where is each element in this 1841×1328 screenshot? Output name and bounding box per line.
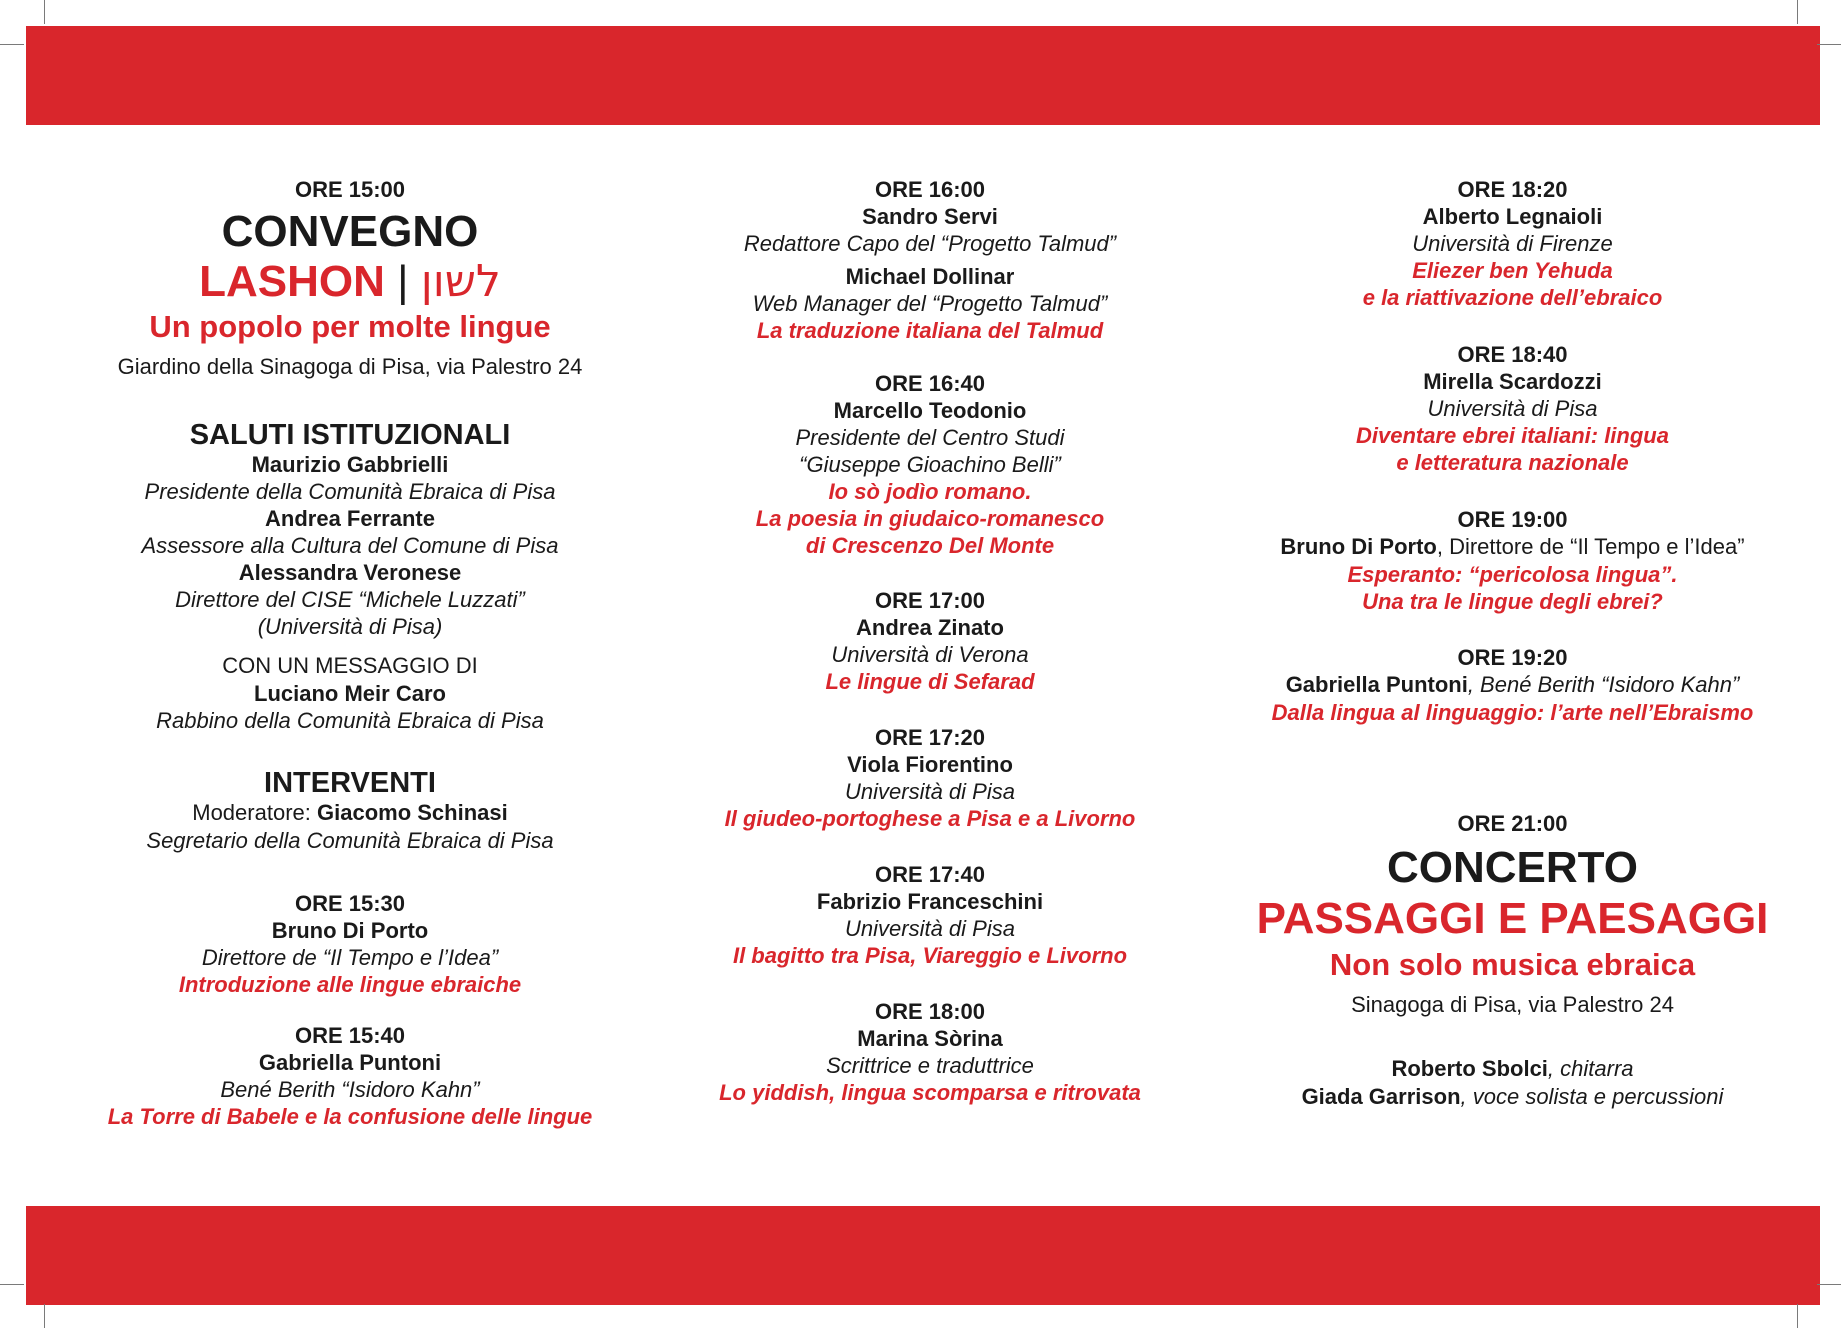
concert-title: PASSAGGI E PAESAGGI: [1256, 894, 1769, 943]
concert-block: [1225, 810, 1800, 1111]
talk-speaker: Gabriella Puntoni: [258, 1050, 442, 1075]
talk-title: Lo yiddish, lingua scomparsa e ritrovata: [719, 1080, 1141, 1105]
crop-mark: [1797, 1304, 1798, 1328]
talk-time: ORE 19:20: [1457, 645, 1568, 670]
talk-speaker: Viola Fiorentino: [847, 752, 1013, 777]
talk-affiliation: Direttore de “Il Tempo e l’Idea”: [201, 945, 499, 970]
moderator-name: Giacomo Schinasi: [317, 800, 508, 825]
talk-title: Esperanto: “pericolosa lingua”.: [1347, 562, 1678, 587]
moderator-label: Moderatore:: [192, 800, 311, 825]
talk-time: ORE 18:00: [874, 999, 986, 1024]
talk-speaker: Sandro Servi: [862, 204, 998, 229]
talk-affiliation: Redattore Capo del “Progetto Talmud”: [743, 231, 1117, 256]
talk-title: Dalla lingua al linguaggio: l’arte nell’Ebraismo: [1271, 700, 1754, 725]
talk-speaker: Andrea Zinato: [856, 615, 1004, 640]
performer-role: , voce solista e percussioni: [1460, 1084, 1724, 1109]
performer-role: , chitarra: [1547, 1056, 1634, 1081]
talk-speaker-line: [1225, 533, 1800, 561]
performer-name: Giada Garrison: [1301, 1084, 1461, 1109]
talk-title: di Crescenzo Del Monte: [805, 533, 1055, 558]
talk-block: [1225, 506, 1800, 615]
talk-time: ORE 17:40: [874, 862, 986, 887]
concert-heading: CONCERTO: [1387, 843, 1638, 892]
talk-affiliation: “Giuseppe Gioachino Belli”: [799, 452, 1061, 477]
saluti-role: Assessore alla Cultura del Comune di Pisa: [141, 533, 559, 558]
convegno-heading: CONVEGNO: [221, 207, 479, 256]
talk-title: Le lingue di Sefarad: [825, 669, 1035, 694]
talk-title: e letteratura nazionale: [1396, 450, 1629, 475]
talk-block: [70, 890, 630, 998]
talk-speaker: Marcello Teodonio: [833, 398, 1027, 423]
talk-affiliation: Università di Firenze: [1412, 231, 1613, 256]
performer-line: [1225, 1055, 1800, 1083]
saluti-name: Maurizio Gabbrielli: [251, 452, 449, 477]
saluti-heading: SALUTI ISTITUZIONALI: [189, 419, 511, 451]
talk-time: ORE 16:40: [874, 371, 986, 396]
saluti-role: Presidente della Comunità Ebraica di Pisa: [144, 479, 556, 504]
talk-time: ORE 17:20: [874, 725, 986, 750]
message-role: Rabbino della Comunità Ebraica di Pisa: [156, 708, 544, 733]
talk-speaker: Alberto Legnaioli: [1422, 204, 1603, 229]
talk-title: Introduzione alle lingue ebraiche: [178, 972, 522, 997]
talk-speaker: Bruno Di Porto: [1280, 534, 1437, 559]
talk-time: ORE 15:30: [294, 891, 406, 916]
talk-affiliation: Università di Pisa: [845, 916, 1015, 941]
talk-block: [660, 587, 1200, 695]
concert-time: ORE 21:00: [1457, 811, 1568, 836]
performer-line: [1225, 1083, 1800, 1111]
talk-affiliation: , Bené Berith “Isidoro Kahn”: [1467, 672, 1740, 697]
talk-title: La poesia in giudaico-romanesco: [755, 506, 1105, 531]
talk-affiliation: Università di Verona: [831, 642, 1029, 667]
lashon-hebrew: לשון: [420, 256, 501, 307]
crop-mark: [0, 1284, 24, 1285]
talk-affiliation: Università di Pisa: [1427, 396, 1598, 421]
convegno-tagline: Un popolo per molte lingue: [149, 309, 551, 344]
convegno-time: ORE 15:00: [294, 177, 406, 202]
concert-subtitle: Non solo musica ebraica: [1329, 947, 1696, 982]
talk-block: [660, 861, 1200, 969]
talk-block: [660, 724, 1200, 832]
talk-speaker: Marina Sòrina: [857, 1026, 1003, 1051]
talk-title: La traduzione italiana del Talmud: [756, 318, 1104, 343]
talk-block: [70, 1022, 630, 1130]
top-red-band: [26, 26, 1820, 125]
column-left: [70, 176, 630, 1130]
saluti-role: Direttore del CISE “Michele Luzzati”: [175, 587, 525, 612]
message-intro: CON UN MESSAGGIO DI: [222, 653, 478, 678]
crop-mark: [1817, 44, 1841, 45]
talk-speaker: Gabriella Puntoni: [1285, 672, 1468, 697]
saluti-name: Andrea Ferrante: [265, 506, 435, 531]
talk-title: La Torre di Babele e la confusione delle lingue: [107, 1104, 593, 1129]
talk-affiliation: Presidente del Centro Studi: [795, 425, 1065, 450]
talk-time: ORE 18:40: [1457, 342, 1568, 367]
performer-name: Roberto Sbolci: [1391, 1056, 1548, 1081]
talk-block: [660, 998, 1200, 1106]
lashon-separator: |: [397, 257, 409, 306]
talk-affiliation: Scrittrice e traduttrice: [826, 1053, 1034, 1078]
message-name: Luciano Meir Caro: [254, 681, 446, 706]
talk-speaker: Mirella Scardozzi: [1423, 369, 1602, 394]
convegno-venue: Giardino della Sinagoga di Pisa, via Palestro 24: [117, 354, 583, 379]
crop-mark: [1797, 0, 1798, 24]
talk-speaker: Fabrizio Franceschini: [816, 889, 1044, 914]
talk-time: ORE 19:00: [1457, 507, 1568, 532]
talk-title: Eliezer ben Yehuda: [1412, 258, 1613, 283]
lashon-heading: [70, 257, 630, 307]
talk-block: [1225, 644, 1800, 726]
talk-time: ORE 16:00: [874, 177, 986, 202]
talk-affiliation: Università di Pisa: [845, 779, 1015, 804]
talk-title: Il bagitto tra Pisa, Viareggio e Livorno: [732, 943, 1128, 968]
talk-title: e la riattivazione dell’ebraico: [1362, 285, 1663, 310]
talk-affiliation: , Direttore de “Il Tempo e l’Idea”: [1436, 534, 1745, 559]
talk-title: Il giudeo-portoghese a Pisa e a Livorno: [724, 806, 1136, 831]
talk-speaker-line: [1225, 671, 1800, 699]
saluti-role-note: (Università di Pisa): [257, 614, 443, 639]
crop-mark: [0, 44, 24, 45]
saluti-name: Alessandra Veronese: [238, 560, 462, 585]
moderator-line: [70, 799, 630, 827]
talk-affiliation: Web Manager del “Progetto Talmud”: [752, 291, 1108, 316]
concert-venue: Sinagoga di Pisa, via Palestro 24: [1351, 992, 1674, 1017]
talk-time: ORE 15:40: [294, 1023, 406, 1048]
talk-block: [1225, 176, 1800, 311]
crop-mark: [44, 1304, 45, 1328]
moderator-role: Segretario della Comunità Ebraica di Pisa: [146, 828, 554, 853]
talk-title: Io sò jodìo romano.: [828, 479, 1032, 504]
talk-title: Una tra le lingue degli ebrei?: [1362, 589, 1663, 614]
talk-title: Diventare ebrei italiani: lingua: [1356, 423, 1669, 448]
talk-affiliation: Bené Berith “Isidoro Kahn”: [220, 1077, 480, 1102]
talk-block: [1225, 341, 1800, 476]
talk-block: [660, 176, 1200, 344]
column-middle: [660, 176, 1200, 1106]
talk-time: ORE 17:00: [874, 588, 986, 613]
lashon-word: LASHON: [199, 257, 385, 306]
column-right: [1225, 176, 1800, 1111]
talk-time: ORE 18:20: [1457, 177, 1568, 202]
talk-speaker: Michael Dollinar: [845, 264, 1015, 289]
bottom-red-band: [26, 1206, 1820, 1305]
crop-mark: [44, 0, 45, 24]
talk-block: [660, 370, 1200, 559]
crop-mark: [1817, 1284, 1841, 1285]
talk-speaker: Bruno Di Porto: [271, 918, 429, 943]
interventi-heading: INTERVENTI: [264, 767, 436, 799]
